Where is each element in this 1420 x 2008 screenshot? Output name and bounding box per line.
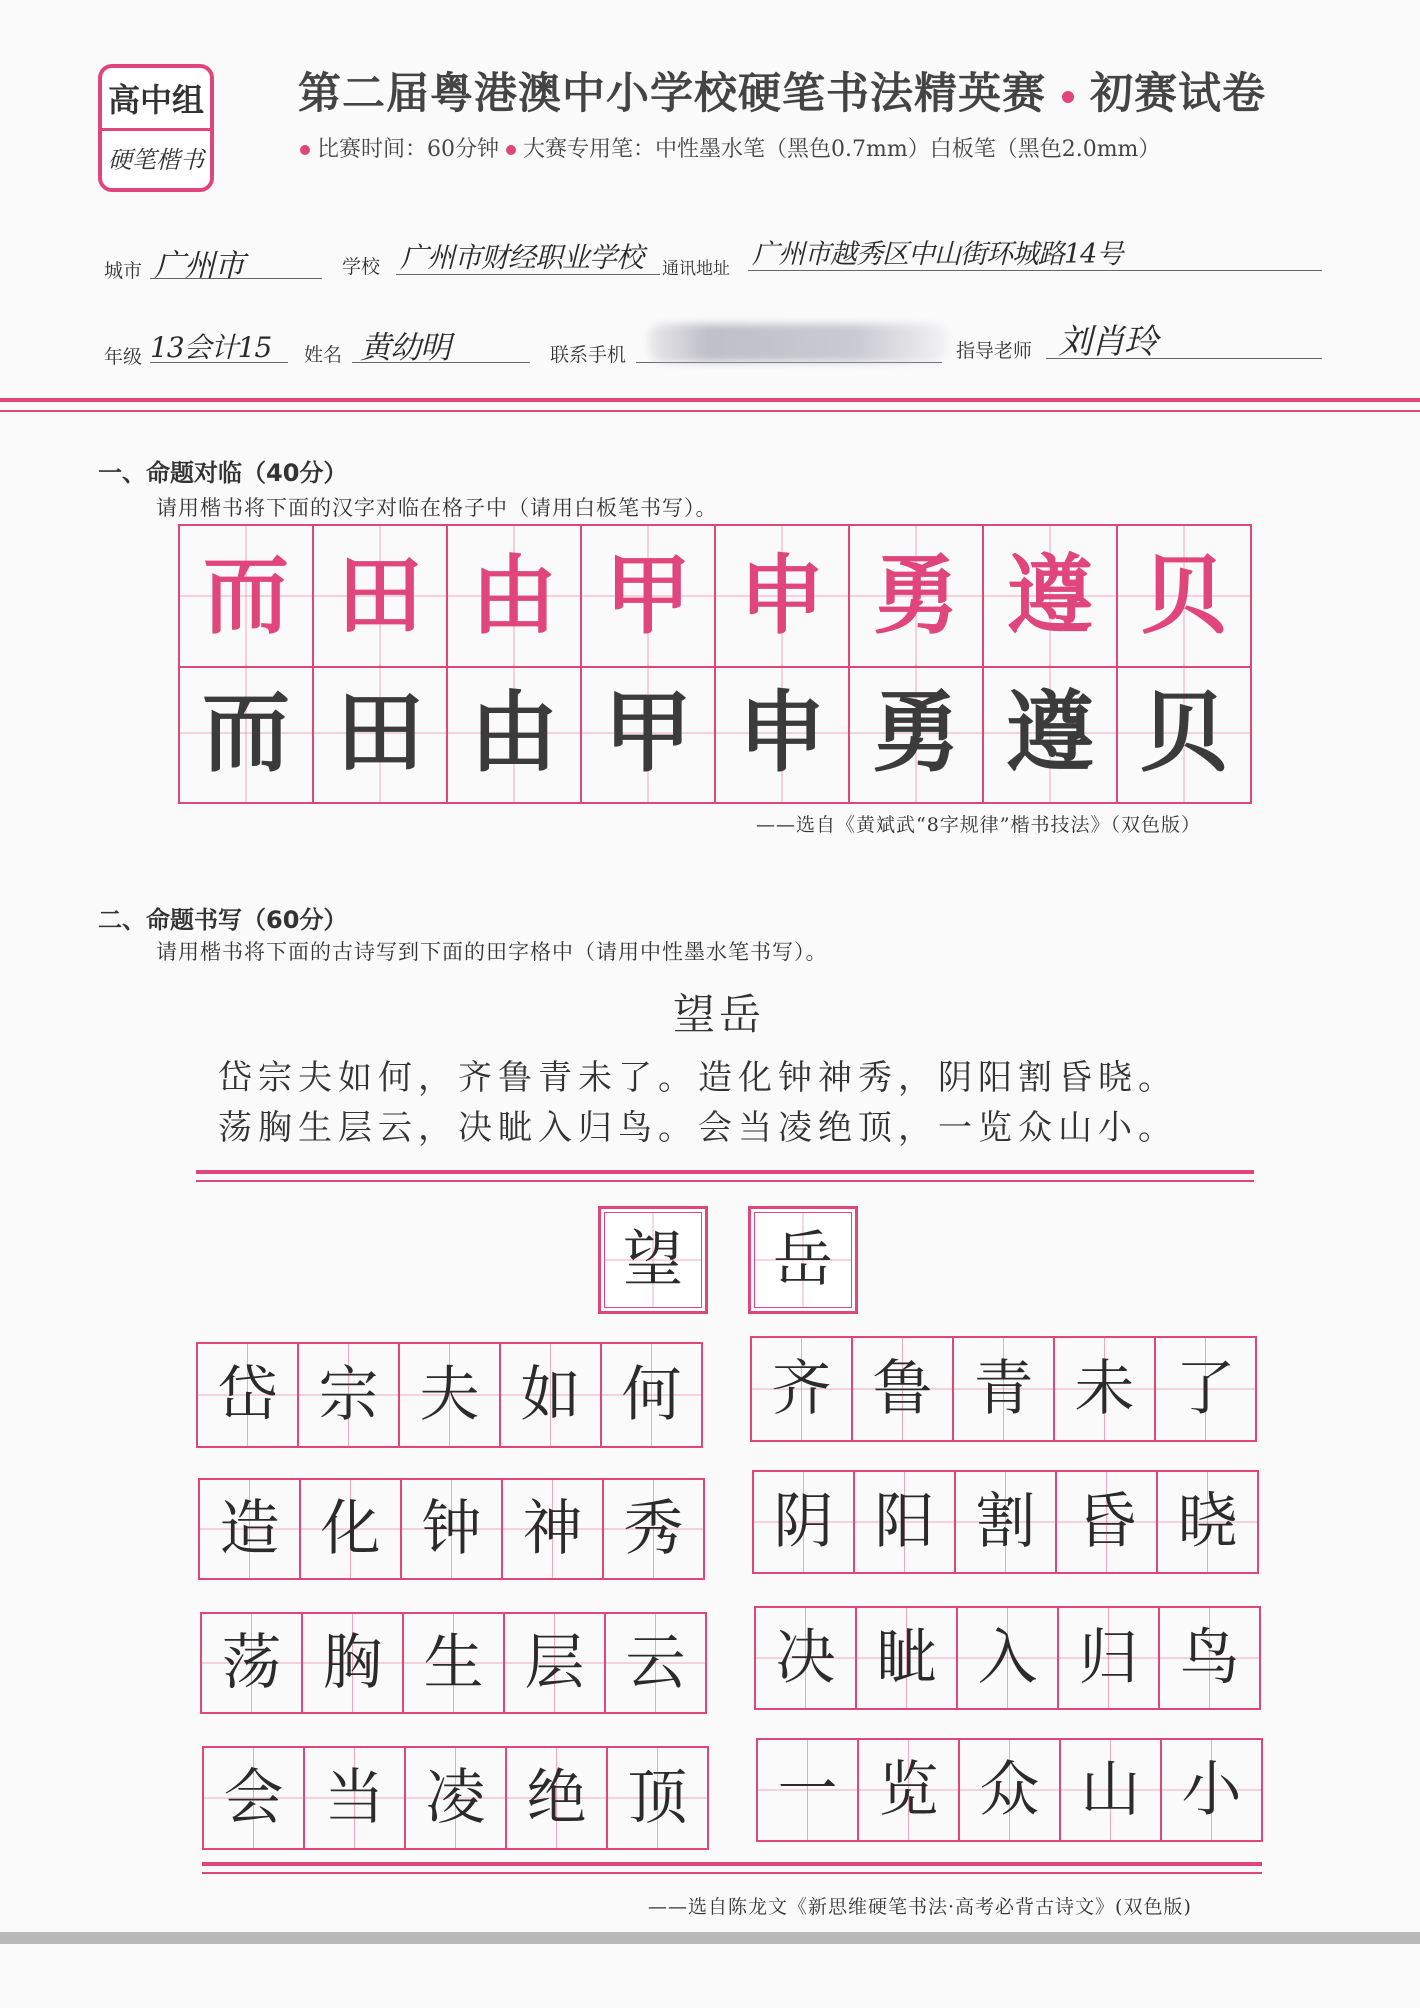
title-cell[interactable] [754,1212,852,1308]
header-divider-thin [0,410,1420,412]
exam-title-tail: 初赛试卷 [1089,69,1266,119]
handwritten-char: 齐 [771,1354,832,1424]
bullet-dot-icon [506,145,516,155]
group-badge [98,64,214,192]
poem-title: 望岳 [672,990,765,1039]
handwritten-char: 胸 [322,1628,383,1698]
handwritten-char: 宗 [318,1360,379,1430]
writing-cell[interactable] [303,1614,404,1714]
handwritten-char: 秀 [623,1494,684,1564]
handwritten-char: 夫 [419,1360,480,1430]
writing-cell[interactable] [1156,1338,1257,1442]
poem-grid-row4-left [202,1746,709,1850]
copy-cell[interactable] [582,664,716,804]
writing-cell[interactable] [200,1480,301,1580]
section1-instruction: 请用楷书将下面的汉字对临在格子中（请用白板笔书写）。 [156,496,718,520]
writing-cell[interactable] [204,1748,305,1850]
writing-cell[interactable] [402,1480,503,1580]
title-box-2 [748,1206,858,1314]
writing-cell[interactable] [1055,1338,1156,1442]
bullet-dot-icon [1062,91,1074,103]
writing-cell[interactable] [505,1614,606,1714]
writing-cell[interactable] [754,1472,855,1574]
model-cell [850,526,984,668]
model-char: 而 [203,545,289,646]
model-cell [984,526,1118,668]
handwritten-char: 造 [219,1494,280,1564]
title-cell[interactable] [604,1212,702,1308]
name-label: 姓名 [304,344,343,366]
model-cell [180,526,314,668]
writing-cell[interactable] [299,1344,400,1448]
handwritten-char: 眦 [876,1623,937,1693]
copy-cell[interactable] [448,664,582,804]
handwritten-char: 荡 [221,1628,282,1698]
poem-grid-row3-right [754,1606,1261,1710]
writing-cell[interactable] [758,1740,859,1842]
model-char-grid [178,524,1252,668]
writing-cell[interactable] [608,1748,709,1850]
handwritten-char: 绝 [526,1763,587,1833]
model-char: 勇 [873,545,959,646]
poem-grid-row3-left [200,1612,707,1714]
copy-char: 田 [335,681,424,784]
writing-cell[interactable] [602,1344,703,1448]
writing-cell[interactable] [855,1472,956,1574]
poem-line-2: 荡胸生层云，决眦入归鸟。会当凌绝顶，一览众山小。 [218,1108,1178,1148]
exam-time: 比赛时间：60分钟 [317,137,499,162]
title-char: 岳 [773,1225,833,1295]
writing-cell[interactable] [756,1608,857,1710]
handwritten-char: 凌 [425,1763,486,1833]
handwritten-char: 顶 [627,1763,688,1833]
badge-group-label: 高中组 [102,72,210,131]
writing-cell[interactable] [202,1614,303,1714]
copy-cell[interactable] [314,664,448,804]
model-char: 由 [471,545,557,646]
exam-rules [300,132,1160,163]
handwritten-char: 当 [324,1763,385,1833]
bullet-dot-icon [300,145,310,155]
handwritten-char: 一 [777,1755,838,1825]
writing-cell[interactable] [960,1740,1061,1842]
city-value: 广州市 [154,248,244,284]
handwritten-char: 众 [979,1755,1040,1825]
grid-bottom-divider [202,1862,1262,1866]
writing-cell[interactable] [954,1338,1055,1442]
poem-grid-row1-left [196,1342,703,1448]
section1-heading: 一、命题对临（40分） [98,459,348,487]
copy-cell[interactable] [180,664,314,804]
writing-cell[interactable] [752,1338,853,1442]
copy-cell[interactable] [984,664,1118,804]
title-char: 望 [623,1225,683,1295]
handwritten-char: 归 [1078,1623,1139,1693]
writing-cell[interactable] [1059,1608,1160,1710]
writing-cell[interactable] [857,1608,958,1710]
handwritten-char: 山 [1080,1755,1141,1825]
model-char: 申 [739,545,825,646]
model-cell [448,526,582,668]
handwritten-char: 了 [1175,1354,1236,1424]
handwritten-char: 割 [975,1487,1036,1557]
writing-cell[interactable] [406,1748,507,1850]
address-value: 广州市越秀区中山街环城路14号 [752,239,1123,270]
section2-heading: 二、命题书写（60分） [98,906,348,934]
writing-cell[interactable] [1057,1472,1158,1574]
writing-cell[interactable] [1162,1740,1263,1842]
copy-char: 勇 [871,681,960,784]
handwritten-char: 云 [625,1628,686,1698]
handwritten-char: 钟 [421,1494,482,1564]
model-cell [1118,526,1252,668]
model-cell [582,526,716,668]
writing-cell[interactable] [1061,1740,1162,1842]
poem-grid-row4-right [756,1738,1263,1842]
phone-label: 联系手机 [550,344,627,366]
poem-grid-row2-left [198,1478,705,1580]
model-char: 遵 [1007,545,1093,646]
school-label: 学校 [342,256,381,278]
writing-cell[interactable] [604,1480,705,1580]
grid-top-divider [196,1170,1254,1174]
copy-cell[interactable] [1118,664,1252,804]
writing-cell[interactable] [956,1472,1057,1574]
grid-top-divider-thin [196,1180,1254,1182]
header-divider [0,398,1420,402]
city-label: 城市 [104,260,143,282]
handwritten-char: 岱 [217,1360,278,1430]
section2-instruction: 请用楷书将下面的古诗写到下面的田字格中（请用中性墨水笔书写）。 [156,940,828,964]
model-char: 田 [337,545,423,646]
copy-char: 甲 [603,681,692,784]
handwritten-char: 何 [621,1360,682,1430]
copy-char: 申 [737,681,826,784]
handwritten-char: 昏 [1076,1487,1137,1557]
writing-cell[interactable] [198,1344,299,1448]
copy-cell[interactable] [716,664,850,804]
section2-source: ——选自陈龙文《新思维硬笔书法·高考必背古诗文》(双色版) [648,1896,1192,1918]
teacher-label: 指导老师 [956,340,1033,362]
handwritten-char: 神 [522,1494,583,1564]
model-char: 甲 [605,545,691,646]
handwritten-char: 鲁 [872,1354,933,1424]
copy-char: 由 [469,681,558,784]
teacher-value: 刘肖玲 [1058,322,1157,362]
writing-cell[interactable] [853,1338,954,1442]
handwritten-char: 晓 [1177,1487,1238,1557]
handwritten-char: 生 [423,1628,484,1698]
writing-cell[interactable] [301,1480,402,1580]
address-label: 通讯地址 [662,259,730,279]
handwritten-char: 入 [977,1623,1038,1693]
copy-char: 贝 [1139,681,1228,784]
poem-grid-row1-right [750,1336,1257,1442]
writing-cell[interactable] [1160,1608,1261,1710]
scan-edge-bar [0,1932,1420,1944]
handwritten-char: 决 [775,1623,836,1693]
handwritten-char: 阴 [773,1487,834,1557]
school-value: 广州市财经职业学校 [400,241,644,274]
copy-char-grid [178,664,1252,804]
writing-cell[interactable] [501,1344,602,1448]
grid-bottom-divider-thin [202,1872,1262,1874]
writing-cell[interactable] [606,1614,707,1714]
handwritten-char: 阳 [874,1487,935,1557]
section1-source: ——选自《黄斌武“8字规律”楷书技法》（双色版） [756,814,1202,836]
handwritten-char: 小 [1181,1755,1242,1825]
model-cell [716,526,850,668]
model-cell [314,526,448,668]
handwritten-char: 层 [524,1628,585,1698]
exam-title-main: 第二届粤港澳中小学校硬笔书法精英赛 [298,69,1046,119]
name-value: 黄幼明 [360,330,450,366]
exam-pen: 大赛专用笔：中性墨水笔（黑色0.7mm）白板笔（黑色2.0mm） [523,137,1161,162]
writing-cell[interactable] [305,1748,406,1850]
handwritten-char: 未 [1074,1354,1135,1424]
handwritten-char: 化 [320,1494,381,1564]
writing-cell[interactable] [404,1614,505,1714]
handwritten-char: 鸟 [1179,1623,1240,1693]
writing-cell[interactable] [507,1748,608,1850]
badge-category-label: 硬笔楷书 [108,146,204,174]
model-char: 贝 [1141,545,1227,646]
copy-char: 而 [201,681,290,784]
title-box-1 [598,1206,708,1314]
phone-redacted [648,324,948,362]
writing-cell[interactable] [1158,1472,1259,1574]
writing-cell[interactable] [400,1344,501,1448]
poem-line-1: 岱宗夫如何，齐鲁青未了。造化钟神秀，阴阳割昏晓。 [218,1058,1178,1098]
writing-cell[interactable] [859,1740,960,1842]
exam-title [298,60,1266,121]
poem-grid-row2-right [752,1470,1259,1574]
handwritten-char: 青 [973,1354,1034,1424]
handwritten-char: 览 [878,1755,939,1825]
writing-cell[interactable] [958,1608,1059,1710]
grade-label: 年级 [104,346,143,368]
grade-value: 13会计15 [150,331,272,364]
copy-cell[interactable] [850,664,984,804]
handwritten-char: 如 [520,1360,581,1430]
writing-cell[interactable] [503,1480,604,1580]
handwritten-char: 会 [223,1763,284,1833]
copy-char: 遵 [1005,681,1094,784]
